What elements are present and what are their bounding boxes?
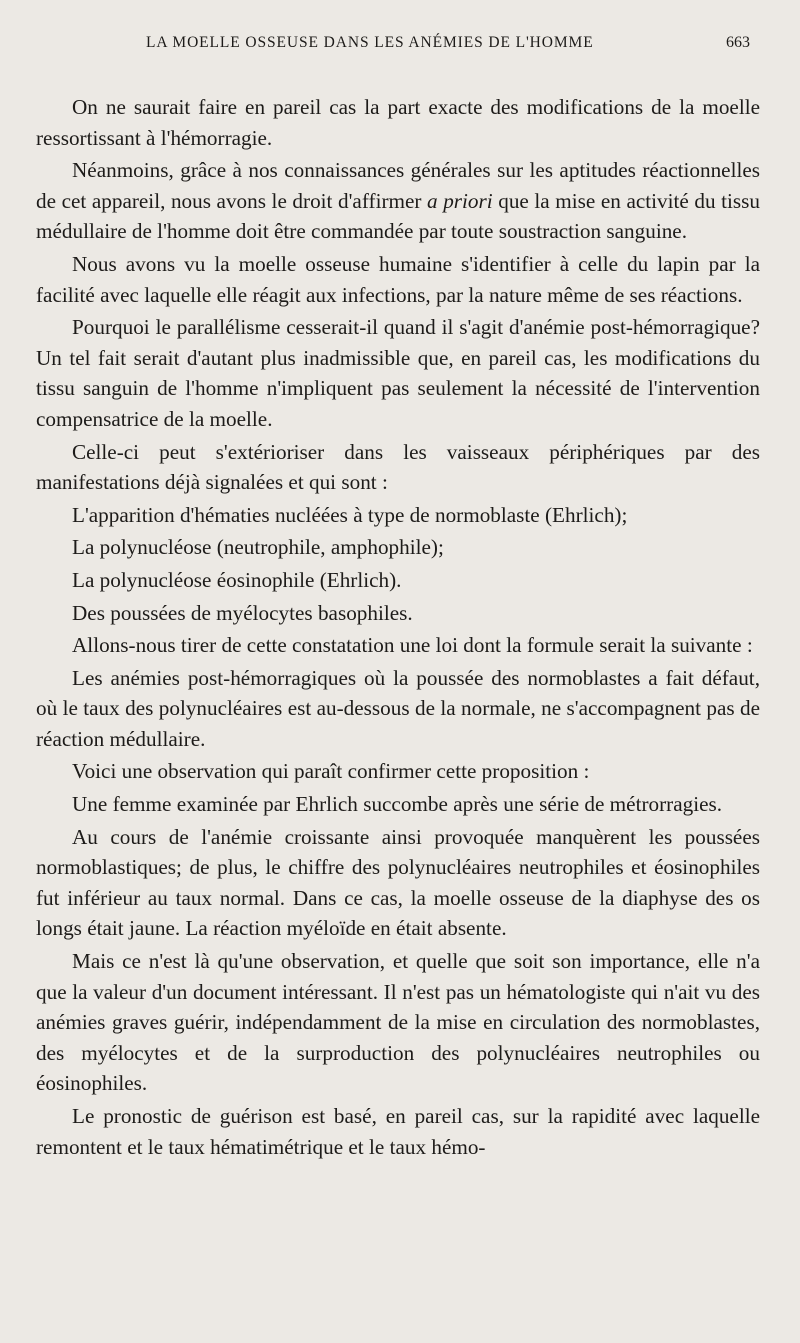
text-run: Néanmoins, grâce à nos connaissances générales sur les aptitudes réactionnelles de cet appareil, nous avons le droit d'affirmer [36,158,760,213]
body-text [36,92,760,1162]
list-line: Des poussées de myélocytes basophiles. [72,600,413,625]
page-number: 663 [726,34,750,51]
list-line: L'apparition d'hématies nucléées à type de normoblaste (Ehrlich); [72,502,628,527]
paragraph: Nous avons vu la moelle osseuse humaine s'identifier à celle du lapin par la facilité avec laquelle elle réagit aux infections, par la nature même de ses réactions. [36,251,760,307]
paragraph: Une femme examinée par Ehrlich succombe après une série de métrorragies. [72,792,723,817]
paragraph: Le pronostic de guérison est basé, en pareil cas, sur la rapidité avec laquelle remontent et le taux hématimétrique et le taux hémo- [36,1104,760,1159]
paragraph: Allons-nous tirer de cette constatation une loi dont la formule serait la suivante : [72,633,753,658]
paragraph: Mais ce n'est là qu'une observation, et quelle que soit son importance, elle n'a que la valeur d'un document intéressant. Il n'est pas un hématologiste qui n'ait vu des anémies graves guérir, indépendamment de la mise en circulation des normoblastes, des myélocytes et de la surproduction des polynucléaires neutrophiles ou éosinophiles. [36,949,760,1096]
paragraph: Pourquoi le parallélisme cesserait-il quand il s'agit d'anémie post-hémorragique? Un tel fait serait d'autant plus inadmissible que, en pareil cas, les modifications du tissu sanguin de l'homme n'impliquent pas seulement la nécessité de l'intervention compensatrice de la moelle. [36,315,760,431]
paragraph-with-italic [36,155,760,247]
italic-phrase: a priori [427,188,493,213]
text-run: que la mise en activité du tissu médullaire de l'homme doit être commandée par toute soustraction sanguine. [36,188,760,244]
paragraph: On ne saurait faire en pareil cas la part exacte des modifications de la moelle ressortissant à l'hémorragie. [36,95,760,150]
paragraph: Au cours de l'anémie croissante ainsi provoquée manquèrent les poussées normoblastiques; de plus, le chiffre des polynucléaires neutrophiles et éosinophiles fut inférieur au taux normal. Dans ce cas, la moelle osseuse de la diaphyse des os longs était jaune. La réaction myéloïde en était absente. [36,824,760,941]
paragraph: Les anémies post-hémorragiques où la poussée des normoblastes a fait défaut, où le taux des polynucléaires est au-dessous de la normale, ne s'accompagnent pas de réaction médullaire. [36,665,760,751]
paragraph: Voici une observation qui paraît confirmer cette proposition : [72,759,590,784]
paragraph: Celle-ci peut s'extérioriser dans les vaisseaux périphériques par des manifestations déjà signalées et qui sont : [36,439,760,495]
list-line: La polynucléose éosinophile (Ehrlich). [72,567,402,592]
list-line: La polynucléose (neutrophile, amphophile); [72,535,444,560]
running-title: LA MOELLE OSSEUSE DANS LES ANÉMIES DE L'HOMME [146,34,594,51]
running-head [36,26,760,54]
